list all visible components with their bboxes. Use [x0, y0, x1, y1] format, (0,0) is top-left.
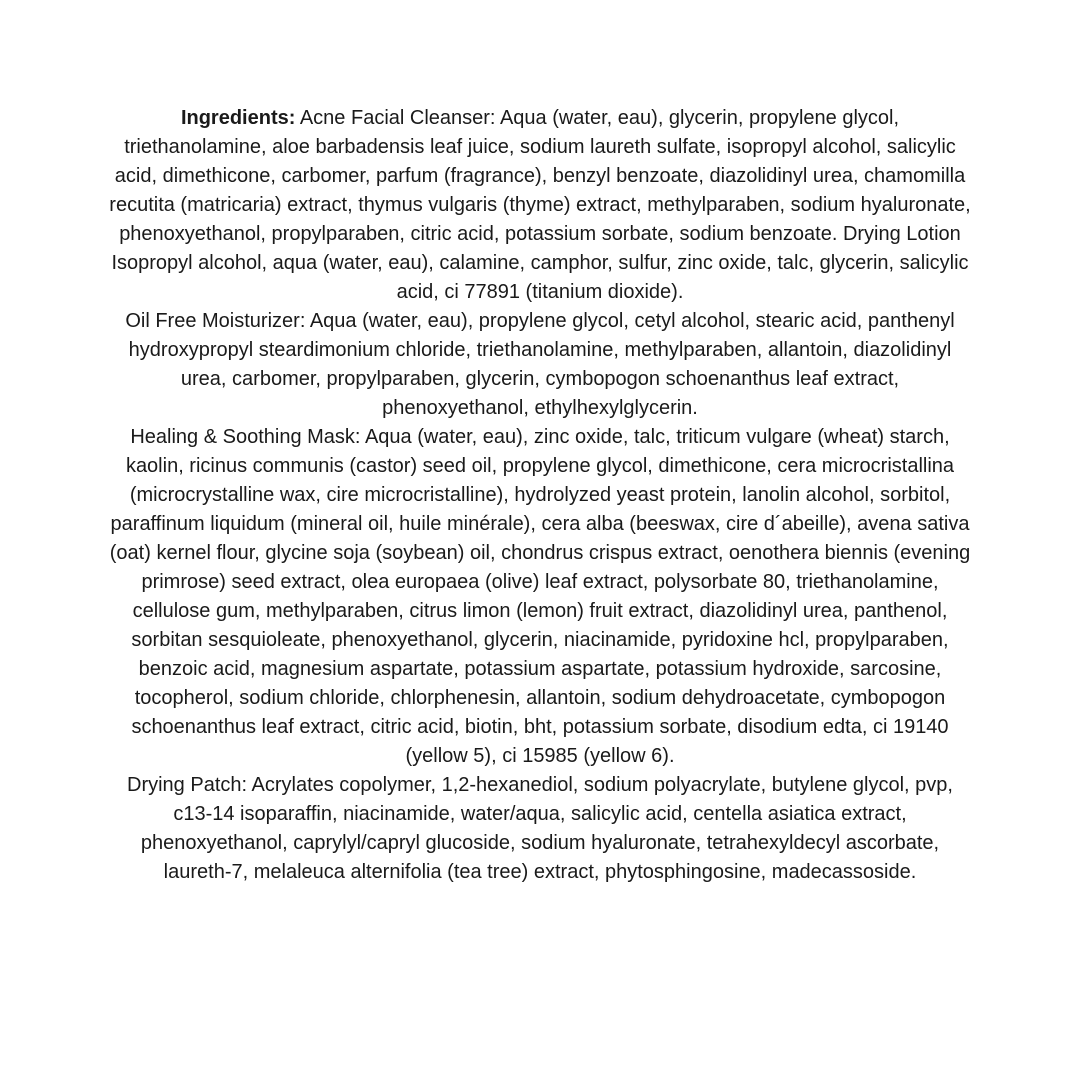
patch-ingredients: Drying Patch: Acrylates copolymer, 1,2-hexanediol, sodium polyacrylate, butylene glycol, pvp, c13-14 isoparaffin, niacinamide, water/aqua, salicylic acid, centella asiatica extract, phenoxyethanol, caprylyl/capryl glucoside, sodium hyaluronate, tetrahexyldecyl ascorbate, laureth-7, melaleuca alternifolia (tea tree) extract, phytosphingosine, madecassoside. — [127, 774, 953, 883]
ingredients-heading: Ingredients: — [180, 107, 296, 129]
moisturizer-ingredients: Oil Free Moisturizer: Aqua (water, eau), propylene glycol, cetyl alcohol, stearic acid, panthenyl hydroxypropyl steardimonium chloride, triethanolamine, methylparaben, allantoin, diazolidinyl urea, carbomer, propylparaben, glycerin, cymbopogon schoenanthus leaf extract, phenoxyethanol, ethylhexylglycerin. — [125, 310, 955, 419]
mask-ingredients: Healing & Soothing Mask: Aqua (water, eau), zinc oxide, talc, triticum vulgare (wheat) starch, kaolin, ricinus communis (castor) seed oil, propylene glycol, dimethicone, cera microcristallina (microcrystalline wax, cire microcristalline), hydrolyzed yeast protein, lanolin alcohol, sorbitol, paraffinum liquidum (mineral oil, huile minérale), cera alba (beeswax, cire d´abeille), avena sativa (oat) kernel flour, glycine soja (soybean) oil, chondrus crispus extract, oenothera biennis (evening primrose) seed extract, olea europaea (olive) leaf extract, polysorbate 80, triethanolamine, cellulose gum, methylparaben, citrus limon (lemon) fruit extract, diazolidinyl urea, panthenol, sorbitan sesquioleate, phenoxyethanol, glycerin, niacinamide, pyridoxine hcl, propylparaben, benzoic acid, magnesium aspartate, potassium aspartate, potassium hydroxide, sarcosine, tocopherol, sodium chloride, chlorphenesin, allantoin, sodium dehydroacetate, cymbopogon schoenanthus leaf extract, citric acid, biotin, bht, potassium sorbate, disodium edta, ci 19140 (yellow 5), ci 15985 (yellow 6). — [109, 426, 971, 767]
cleanser-paragraph — [108, 104, 972, 307]
cleanser-ingredients: Acne Facial Cleanser: Aqua (water, eau), glycerin, propylene glycol, triethanolamine, aloe barbadensis leaf juice, sodium laureth sulfate, isopropyl alcohol, salicylic acid, dimethicone, carbomer, parfum (fragrance), benzyl benzoate, diazolidinyl urea, chamomilla recutita (matricaria) extract, thymus vulgaris (thyme) extract, methylparaben, sodium hyaluronate, phenoxyethanol, propylparaben, citric acid, potassium sorbate, sodium benzoate. Drying Lotion Isopropyl alcohol, aqua (water, eau), calamine, camphor, sulfur, zinc oxide, talc, glycerin, salicylic acid, ci 77891 (titanium dioxide). — [109, 107, 971, 303]
ingredients-text-block — [108, 104, 972, 887]
